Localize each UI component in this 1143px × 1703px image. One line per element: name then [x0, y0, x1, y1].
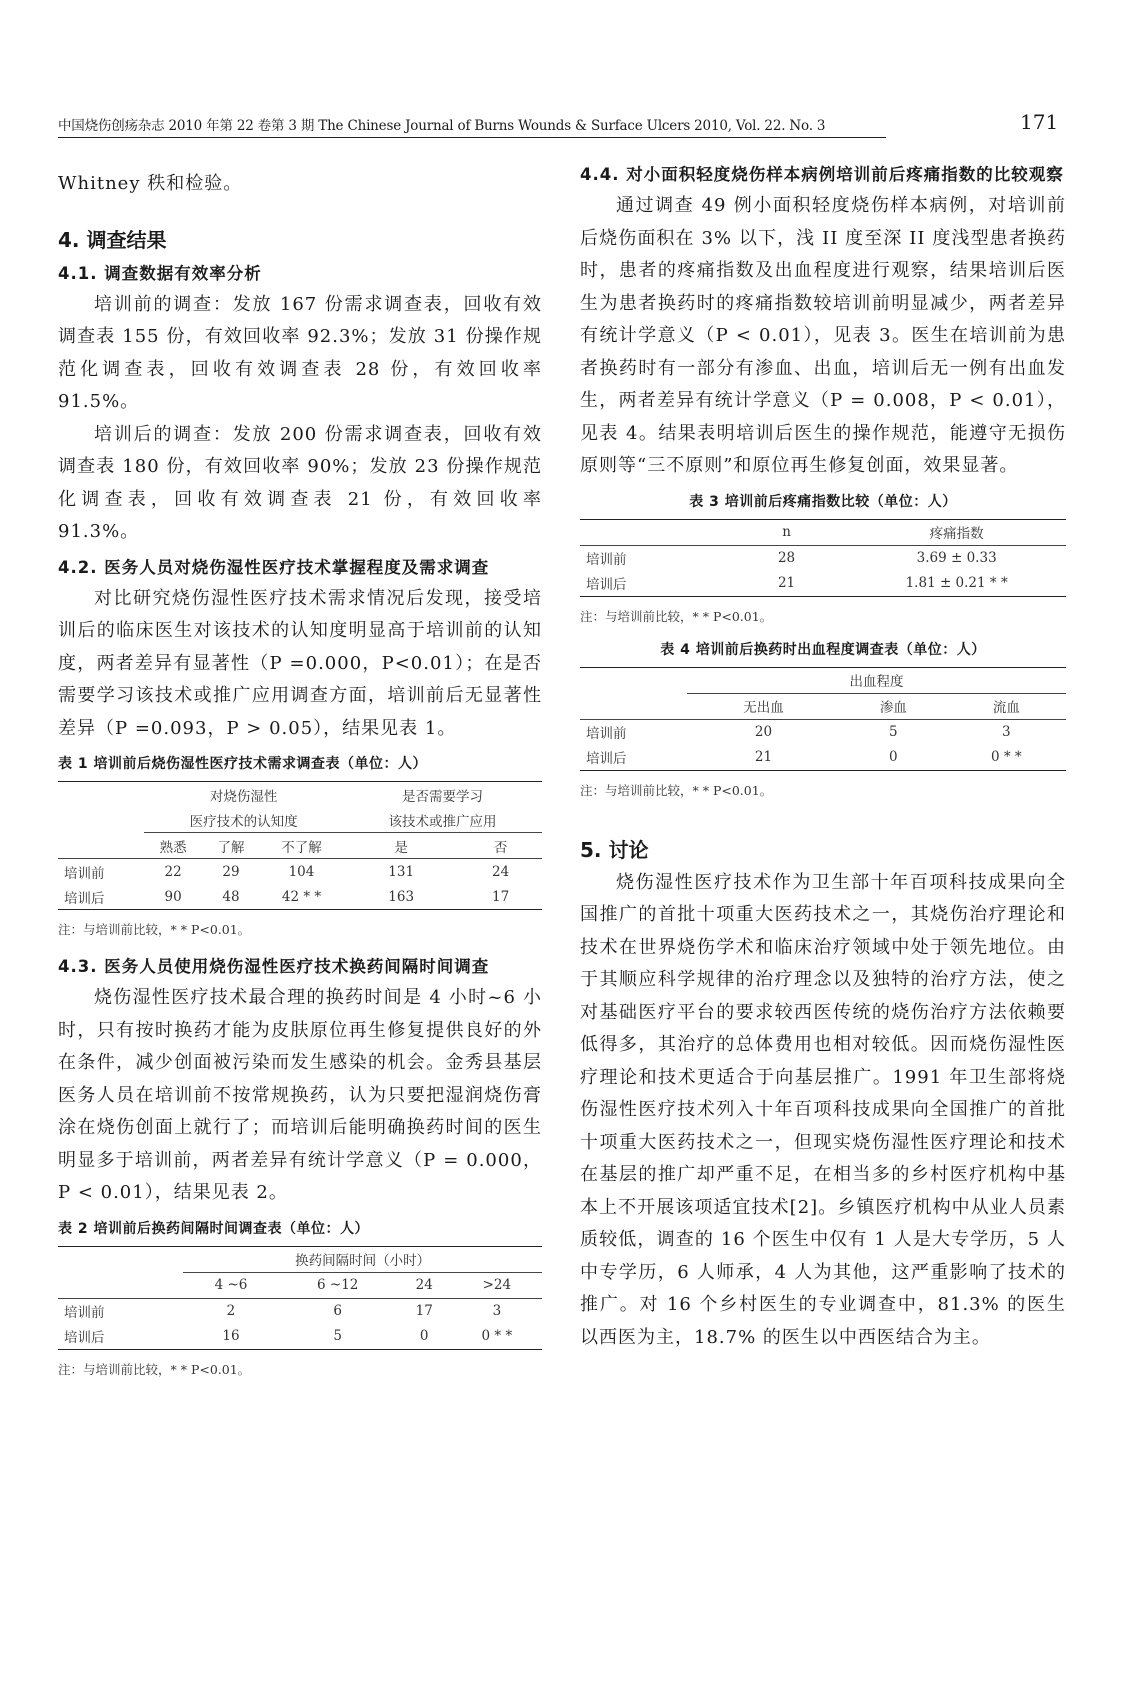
table3-cell: 21	[777, 575, 796, 591]
paragraph-4-1-b: 培训后的调查：发放 200 份需求调查表，回收有效调查表 180 份，有效回收率 90%；发放 23 份操作规范化调查表，回收有效调查表 21 份，有效回收率 91.3%。	[58, 423, 543, 542]
table2-col-header: 6 ~12	[279, 1272, 397, 1298]
table2-row-label: 培训后	[64, 1330, 105, 1346]
table1-col-header: 不了解	[260, 833, 343, 859]
table1	[58, 781, 542, 910]
table4-note: 注：与培训前比较，* * P<0.01。	[580, 782, 773, 798]
table3-cell: 1.81 ± 0.21 * *	[905, 575, 1008, 591]
table2-caption: 表 2 培训前后换药间隔时间调查表（单位：人）	[58, 1220, 369, 1237]
table4	[580, 667, 1066, 771]
table4-col-header: 无出血	[687, 693, 840, 719]
table2-cell: 17	[415, 1303, 433, 1319]
table4-col-header: 渗血	[840, 693, 947, 719]
left-column	[58, 168, 542, 1392]
paragraph-intro: Whitney 秩和检验。	[58, 173, 243, 194]
table1-col-header: 否	[459, 833, 542, 859]
table3-note: 注：与培训前比较，* * P<0.01。	[580, 608, 773, 624]
table1-group2-line2: 该技术或推广应用	[343, 807, 542, 833]
table1-group1-line2: 医疗技术的认知度	[144, 807, 343, 833]
table-row	[580, 719, 1066, 745]
table-row	[58, 1324, 542, 1350]
table3-caption: 表 3 培训前后疼痛指数比较（单位：人）	[689, 493, 957, 510]
table3-col-header: 疼痛指数	[847, 519, 1066, 545]
table3-col-header: n	[726, 519, 848, 545]
table4-cell: 0	[889, 749, 898, 765]
table3-row-label: 培训后	[586, 577, 627, 593]
table2-row-label: 培训前	[64, 1305, 105, 1321]
table-row	[580, 545, 1066, 571]
heading-4-1: 4.1. 调查数据有效率分析	[58, 263, 262, 283]
table2-note: 注：与培训前比较，* * P<0.01。	[58, 1361, 251, 1377]
table4-cell: 5	[889, 724, 898, 740]
paragraph-4-4: 通过调查 49 例小面积轻度烧伤样本病例，对培训前后烧伤面积在 3% 以下，浅 II 度至深 II 度浅型患者换药时，患者的疼痛指数及出血程度进行观察，结果培训后医生为患者换药时的疼痛指数较培训前明显减少，两者差异有统计学意义（P < 0.01），见表 3。医生在培训前为患者换药时有一部分有渗血、出血，培训后无一例有出血发生，两者差异有统计学意义（P = 0.008，P < 0.01），见表 4。结果表明培训后医生的操作规范，能遵守无损伤原则等“三不原则”和原位再生修复创面，效果显著。	[580, 195, 1066, 476]
table1-row-label: 培训前	[64, 865, 105, 882]
table1-col-header: 熟悉	[144, 833, 202, 859]
table3	[580, 519, 1066, 597]
table4-col-header: 流血	[947, 693, 1066, 719]
table4-row-label: 培训前	[586, 726, 627, 742]
table2-col-header: 4 ~6	[183, 1272, 279, 1298]
table3-row-label: 培训前	[586, 552, 627, 568]
table1-cell: 24	[492, 863, 510, 880]
table1-cell: 29	[222, 863, 240, 880]
table2-col-header: 24	[397, 1272, 452, 1298]
table2-cell: 16	[222, 1328, 240, 1344]
table4-caption: 表 4 培训前后换药时出血程度调查表（单位：人）	[660, 641, 986, 658]
table4-cell: 3	[1002, 724, 1011, 740]
table1-cell: 163	[388, 888, 415, 905]
table1-caption: 表 1 培训前后烧伤湿性医疗技术需求调查表（单位：人）	[58, 756, 427, 772]
paragraph-4-2: 对比研究烧伤湿性医疗技术需求情况后发现，接受培训后的临床医生对该技术的认知度明显高于培训前的认知度，两者差异有显著性（P =0.000，P<0.01）；在是否需要学习该技术或推广应用调查方面，培训前后无显著性差异（P =0.093，P > 0.05），结果见表 1。	[58, 587, 542, 739]
table1-cell: 131	[388, 863, 415, 880]
table2-col-header: >24	[452, 1272, 542, 1298]
heading-results: 4. 调查结果	[58, 227, 167, 252]
paragraph-discussion: 烧伤湿性医疗技术作为卫生部十年百项科技成果向全国推广的首批十项重大医药技术之一，其烧伤治疗理论和技术在世界烧伤学术和临床治疗领域中处于领先地位。由于其顺应科学规律的治疗理念以及独特的治疗方法，使之对基础医疗平台的要求较西医传统的烧伤治疗方法依赖要低得多，其治疗的总体费用也相对较低。因而烧伤湿性医疗理论和技术更适合于向基层推广。1991 年卫生部将烧伤湿性医疗技术列入十年百项科技成果向全国推广的首批十项重大医药技术之一，但现实烧伤湿性医疗理论和技术在基层的推广却严重不足，在相当多的乡村医疗机构中基本上不开展该项适宜技术[2]。乡镇医疗机构中从业人员素质较低，调查的 16 个医生中仅有 1 人是大专学历，5 人中专学历，6 人师承，4 人为其他，这严重影响了技术的推广。对 16 个乡村医生的专业调查中，81.3% 的医生以西医为主，18.7% 的医生以中西医结合为主。	[580, 871, 1066, 1348]
running-head: 中国烧伤创疡杂志 2010 年第 22 卷第 3 期 The Chinese Journal of Burns Wounds & Surface Ulcers 2010, Vol. 22. No. 3	[58, 114, 886, 138]
table1-cell: 48	[222, 888, 240, 905]
table2-cell: 2	[226, 1303, 236, 1319]
table3-cell: 28	[777, 550, 796, 566]
heading-4-4: 4.4. 对小面积轻度烧伤样本病例培训前后疼痛指数的比较观察	[580, 165, 1064, 184]
table4-cell: 0 * *	[991, 749, 1022, 765]
heading-4-2: 4.2. 医务人员对烧伤湿性医疗技术掌握程度及需求调查	[58, 557, 490, 577]
table2-cell: 3	[492, 1303, 502, 1319]
table4-cell: 21	[754, 749, 773, 765]
table1-cell: 17	[492, 888, 510, 905]
heading-discussion: 5. 讨论	[580, 837, 649, 862]
table1-cell: 42 * *	[281, 888, 322, 905]
page-number: 171	[1020, 110, 1059, 134]
heading-4-3: 4.3. 医务人员使用烧伤湿性医疗技术换药间隔时间调查	[58, 957, 490, 976]
table-row	[58, 884, 542, 910]
table1-cell: 90	[164, 888, 182, 905]
right-column	[580, 165, 1066, 1354]
table1-col-header: 了解	[202, 833, 260, 859]
table2-cell: 0	[419, 1328, 429, 1344]
table4-group-header: 出血程度	[687, 667, 1066, 693]
table4-row-label: 培训后	[586, 751, 627, 767]
table2-cell: 6	[333, 1303, 343, 1319]
paragraph-4-1-a: 培训前的调查：发放 167 份需求调查表，回收有效调查表 155 份，有效回收率 92.3%；发放 31 份操作规范化调查表，回收有效调查表 28 份，有效回收率 91.5%。	[58, 293, 542, 412]
table1-cell: 22	[164, 863, 182, 880]
table1-col-header: 是	[343, 833, 459, 859]
table-row	[58, 1298, 542, 1324]
table2-cell: 0 * *	[481, 1328, 513, 1344]
table4-cell: 20	[754, 724, 773, 740]
table-row	[58, 859, 542, 885]
table2	[58, 1246, 542, 1350]
table-row	[580, 745, 1066, 771]
table-row	[580, 571, 1066, 597]
paragraph-4-3: 烧伤湿性医疗技术最合理的换药时间是 4 小时~6 小时，只有按时换药才能为皮肤原位再生修复提供良好的外在条件，减少创面被污染而发生感染的机会。金秀县基层医务人员在培训前不按常规换药，认为只要把湿润烧伤膏涂在烧伤创面上就行了；而培训后能明确换药时间的医生明显多于培训前，两者差异有统计学意义（P = 0.000，P < 0.01），结果见表 2。	[58, 987, 542, 1203]
table2-group-header: 换药间隔时间（小时）	[183, 1246, 542, 1272]
table3-cell: 3.69 ± 0.33	[916, 550, 997, 566]
table1-note: 注：与培训前比较，* * P<0.01。	[58, 922, 251, 937]
table1-group1-line1: 对烧伤湿性	[209, 788, 278, 805]
table1-cell: 104	[288, 863, 315, 880]
table1-row-label: 培训后	[64, 890, 105, 907]
table2-cell: 5	[333, 1328, 343, 1344]
table1-group2-line1: 是否需要学习	[402, 788, 484, 805]
